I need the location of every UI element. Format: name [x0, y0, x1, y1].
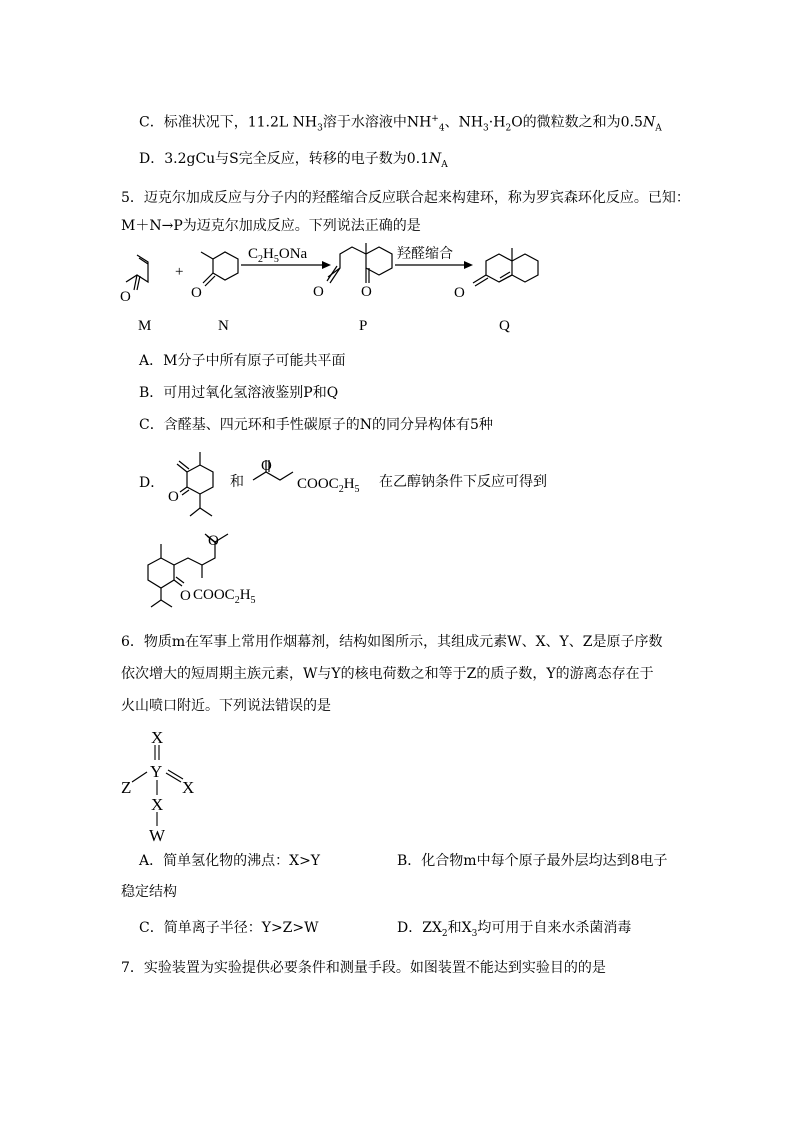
exo-methylene-ketone [187, 465, 213, 494]
q5-reaction-scheme [0, 240, 794, 340]
q-molecule [486, 254, 512, 282]
atom-w: W [149, 826, 166, 845]
label-p: P [359, 318, 368, 334]
q6-stem-line3: 火山喷口附近。下列说法错误的是 [121, 698, 331, 714]
q5-stem-line2: M＋N→P为迈克尔加成反应。下列说法正确的是 [121, 218, 421, 234]
q5-option-d-product [0, 525, 794, 625]
q4-option-d: D．3.2gCu与S完全反应，转移的电子数为$0.1N_A$ [139, 151, 448, 170]
q6-option-b-continued: 稳定结构 [121, 884, 177, 900]
q6-option-b: B．化合物m中每个原子最外层均达到8电子 [397, 853, 668, 869]
exo-oxygen-label: O [168, 489, 179, 505]
atom-x-bottom: X [151, 795, 164, 814]
product-ketone-oxygen: O [180, 588, 191, 604]
atom-z: Z [121, 778, 132, 797]
q5-option-b: B．可用过氧化氢溶液鉴别P和Q [139, 385, 339, 401]
label-n: N [218, 318, 229, 334]
acac-ester-label: $COOC_2H_5$ [297, 476, 360, 495]
plus-sign: + [175, 264, 184, 280]
q6-option-c: C．简单离子半径：Y>Z>W [139, 920, 319, 936]
n-molecule [213, 252, 238, 280]
q5-stem-line1: 5．迈克尔加成反应与分子内的羟醛缩合反应联合起来构建环，称为罗宾森环化反应。已知： [121, 190, 690, 206]
reagent-aldol: 羟醛缩合 [397, 247, 453, 262]
atom-x-top: X [151, 728, 164, 747]
q7-stem: 7．实验装置为实验提供必要条件和测量手段。如图装置不能达到实验目的的是 [121, 960, 606, 976]
q-oxygen-label: O [454, 285, 465, 301]
n-oxygen-label: O [191, 285, 202, 301]
q5-option-a: A．M分子中所有原子可能共平面 [139, 353, 346, 369]
q6-structure-m [0, 720, 794, 850]
reagent-ethoxide: $C_2H_5ONa$ [248, 246, 308, 265]
ethyl-acetoacetate [253, 472, 293, 480]
label-m: M [138, 318, 152, 334]
atom-y: Y [150, 762, 163, 781]
p-molecule [366, 247, 392, 275]
q5-option-d-structures [0, 445, 794, 535]
label-q: Q [499, 318, 510, 334]
q5-option-d-prefix: D． [139, 475, 165, 491]
q6-option-a: A．简单氢化物的沸点：X>Y [139, 853, 321, 869]
q6-stem-line1: 6．物质m在军事上常用作烟幕剂，结构如图所示，其组成元素W、X、Y、Z是原子序数 [121, 634, 663, 650]
acac-oxygen-label: O [261, 458, 272, 474]
and-word: 和 [230, 475, 244, 490]
option-d-suffix: 在乙醇钠条件下反应可得到 [379, 475, 547, 490]
q6-stem-line2: 依次增大的短周期主族元素，W与Y的核电荷数之和等于Z的质子数，Y的游离态存在于 [121, 666, 654, 682]
product-ester-label: $COOC_2H_5$ [193, 587, 256, 606]
q4-option-c: C．标准状况下，11.2L $NH_3$溶于水溶液中$NH^+_4$、$NH_3\cdot H_2O$的微粒数之和为$0.5N_A$ [139, 114, 662, 134]
m-oxygen-label: O [120, 289, 131, 305]
atom-x-right: X [182, 778, 195, 797]
p-oxygen-label-left: O [313, 284, 324, 300]
q5-option-c: C．含醛基、四元环和手性碳原子的N的同分异构体有5种 [139, 417, 493, 433]
product-acetyl-oxygen: O [208, 533, 219, 549]
q6-option-d: D．$ZX_2$和$X_3$均可用于自来水杀菌消毒 [397, 920, 632, 939]
p-oxygen-label-bottom: O [361, 284, 372, 300]
